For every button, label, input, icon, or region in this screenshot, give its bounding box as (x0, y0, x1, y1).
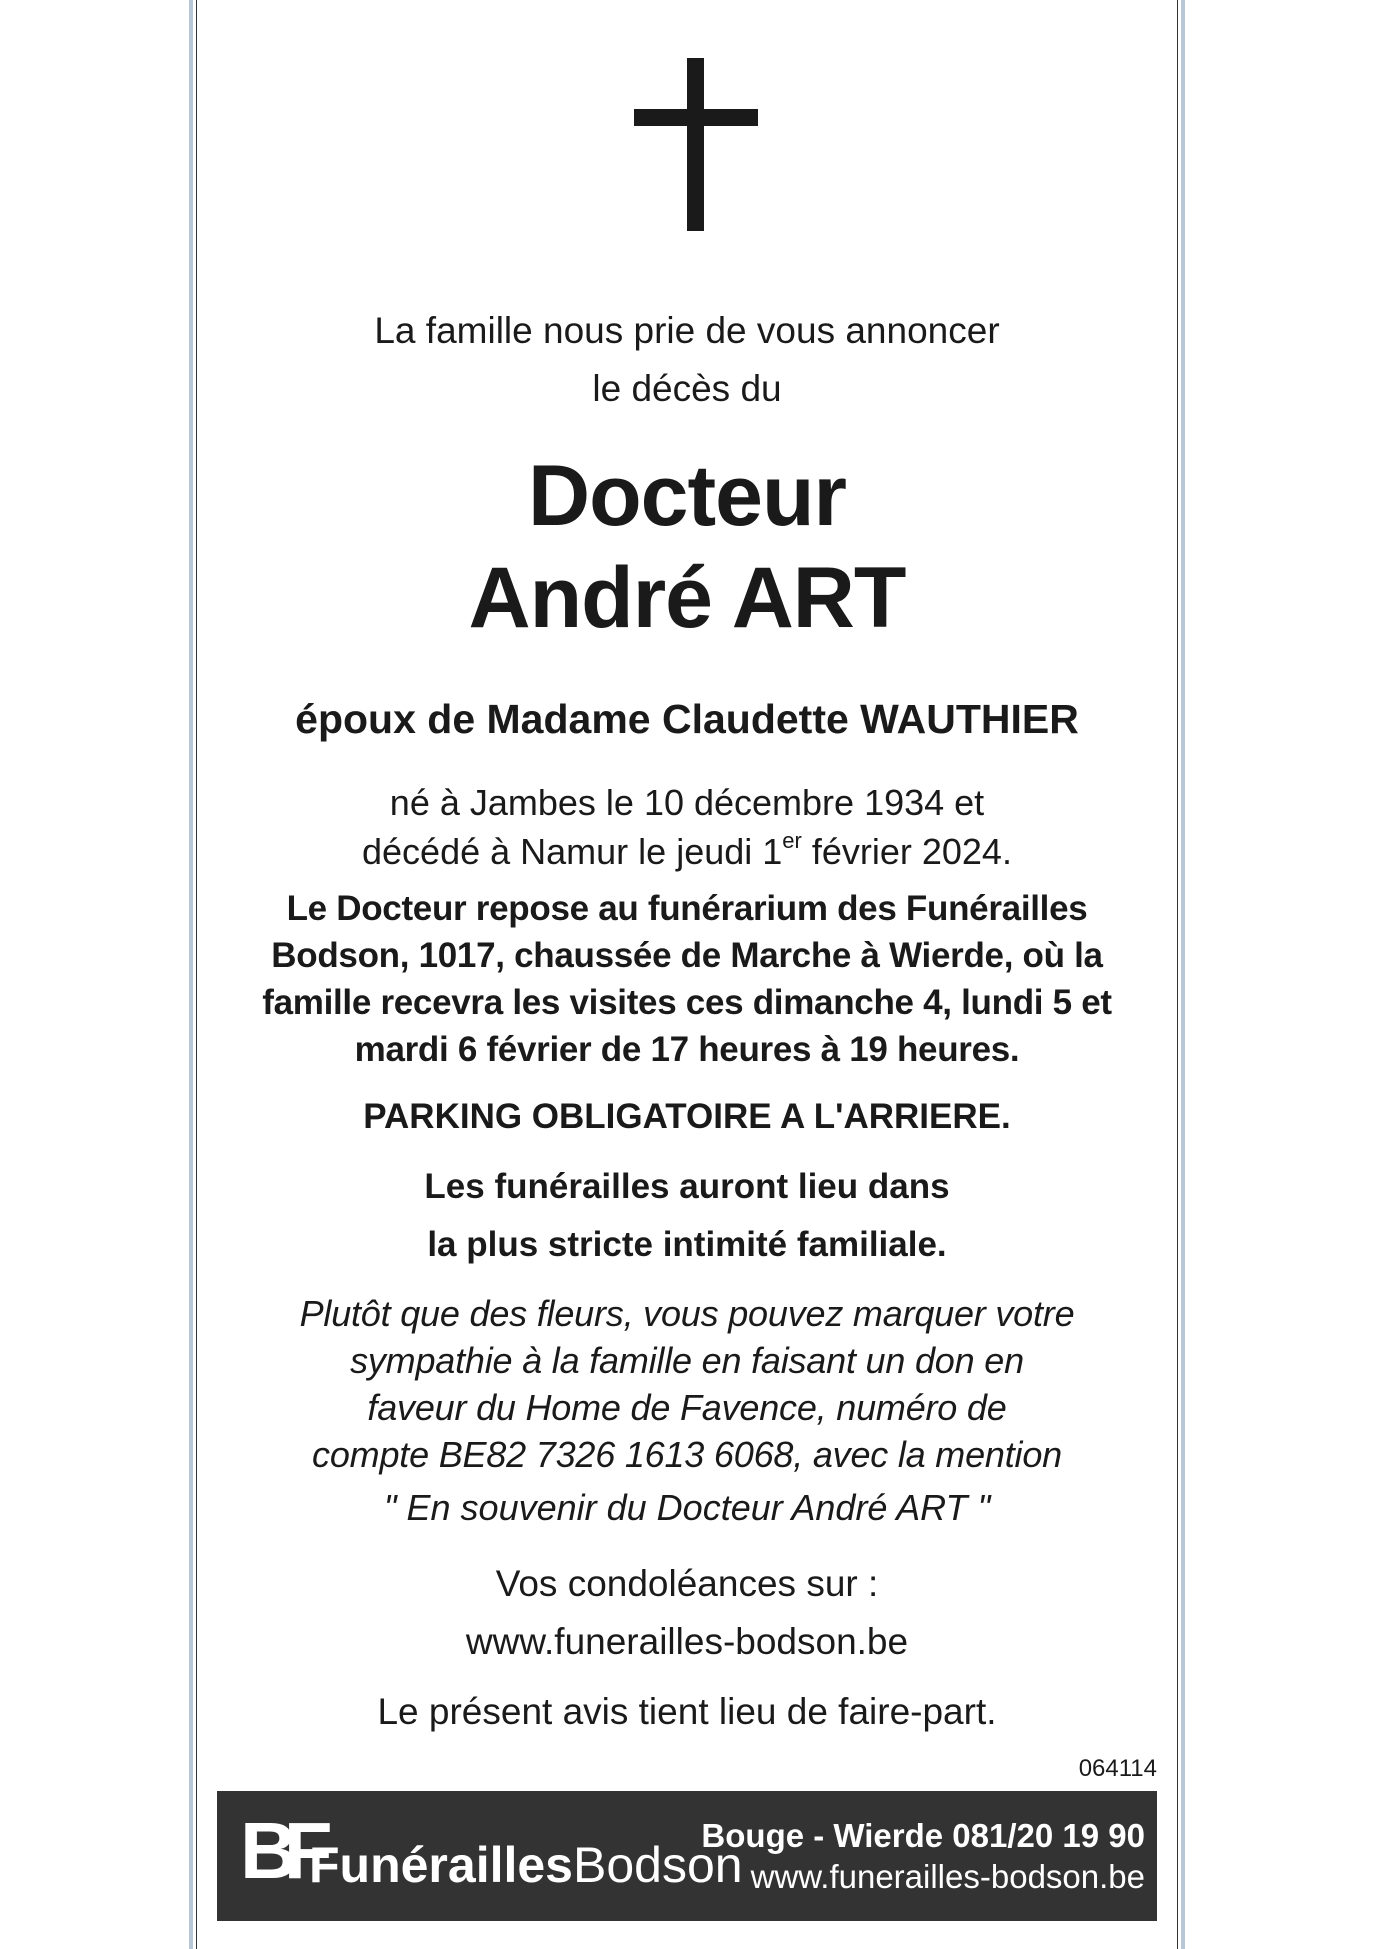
funeral-info (197, 1158, 1177, 1274)
donation-line: Plutôt que des fleurs, vous pouvez marquer votre (299, 1293, 1075, 1334)
funeral-line: Les funérailles auront lieu dans (424, 1167, 950, 1206)
cross-icon (687, 58, 704, 231)
website-link[interactable]: www.funerailles-bodson.be (750, 1858, 1145, 1895)
birth-death-dates (197, 778, 1177, 876)
obituary-frame (189, 0, 1185, 1949)
intro-line-1: La famille nous prie de vous annoncer (374, 310, 1000, 351)
locations-phone: Bouge - Wierde 081/20 19 90 (701, 1817, 1145, 1854)
brand-name: FunéraillesBodson (309, 1837, 743, 1893)
donation-mention: " En souvenir du Docteur André ART " (383, 1487, 991, 1528)
donation-line: compte BE82 7326 1613 6068, avec la mention (312, 1434, 1062, 1475)
birth-line: né à Jambes le 10 décembre 1934 et (389, 782, 985, 823)
cross-icon-bar (634, 109, 758, 126)
intro-text (197, 302, 1177, 418)
intro-line-2: le décès du (592, 368, 782, 409)
death-line: décédé à Namur le jeudi 1er février 2024. (362, 828, 1012, 872)
visitation-info (197, 885, 1177, 1073)
condolences (197, 1555, 1177, 1671)
condolences-label: Vos condoléances sur : (495, 1563, 879, 1604)
parking-notice: PARKING OBLIGATOIRE A L'ARRIERE. (363, 1097, 1011, 1136)
contact-info (701, 1815, 1145, 1897)
bodson-logo-icon: BF (240, 1806, 319, 1895)
visitation-line: famille recevra les visites ces dimanche 4, lundi 5 et (262, 983, 1112, 1022)
deceased-title: Docteur (528, 448, 846, 544)
donation-request (197, 1290, 1177, 1478)
donation-line: sympathie à la famille en faisant un don en (350, 1340, 1024, 1381)
visitation-line: Le Docteur repose au funérarium des Funérailles (286, 889, 1088, 928)
visitation-line: Bodson, 1017, chaussée de Marche à Wierde, où la (271, 936, 1103, 975)
funeral-line: la plus stricte intimité familiale. (427, 1225, 947, 1264)
reference-number: 064114 (1078, 1755, 1157, 1782)
visitation-line: mardi 6 février de 17 heures à 19 heures. (354, 1030, 1020, 1069)
obituary-panel (196, 0, 1178, 1949)
funeral-home-banner (217, 1791, 1157, 1921)
spouse-line: époux de Madame Claudette WAUTHIER (295, 696, 1079, 742)
donation-line: faveur du Home de Favence, numéro de (367, 1387, 1007, 1428)
deceased-name (197, 445, 1177, 649)
deceased-full-name: André ART (468, 550, 906, 646)
condolences-url[interactable]: www.funerailles-bodson.be (465, 1621, 909, 1662)
notice-text: Le présent avis tient lieu de faire-part. (377, 1691, 997, 1732)
